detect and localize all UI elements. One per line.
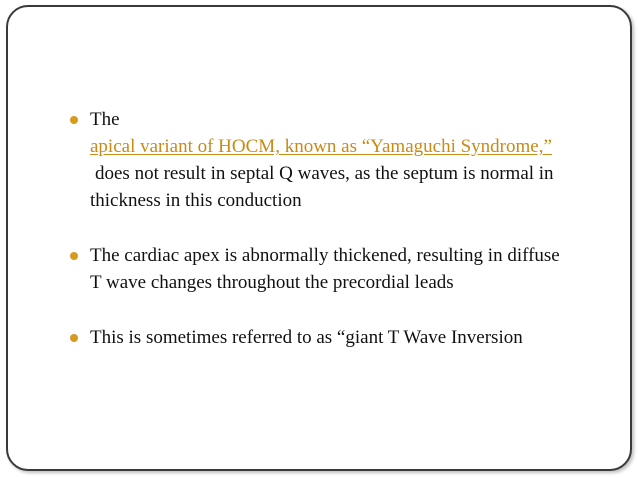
bullet-item-1	[70, 106, 610, 214]
bullet-2-text-line1: The cardiac apex is abnormally thickened, resulting in diffuse	[90, 245, 560, 266]
bullet-3-text-line1: This is sometimes referred to as “giant T Wave Inversion	[90, 327, 523, 348]
bullet-dot-icon	[70, 252, 78, 260]
bullet-1-text-line1: does not result in septal Q waves, as the septum is normal in	[95, 163, 554, 184]
bullet-1-lead: The	[90, 109, 120, 130]
yamaguchi-syndrome-link[interactable]: apical variant of HOCM, known as “Yamaguchi Syndrome,”	[90, 136, 552, 157]
bullet-item-2	[70, 242, 610, 296]
bullet-dot-icon	[70, 116, 78, 124]
bullet-1-text-line2: thickness in this conduction	[90, 190, 302, 211]
bullet-dot-icon	[70, 334, 78, 342]
bullet-item-3	[70, 324, 610, 351]
bullet-list	[70, 106, 610, 351]
bullet-2-text-line2: T wave changes throughout the precordial leads	[90, 272, 454, 293]
